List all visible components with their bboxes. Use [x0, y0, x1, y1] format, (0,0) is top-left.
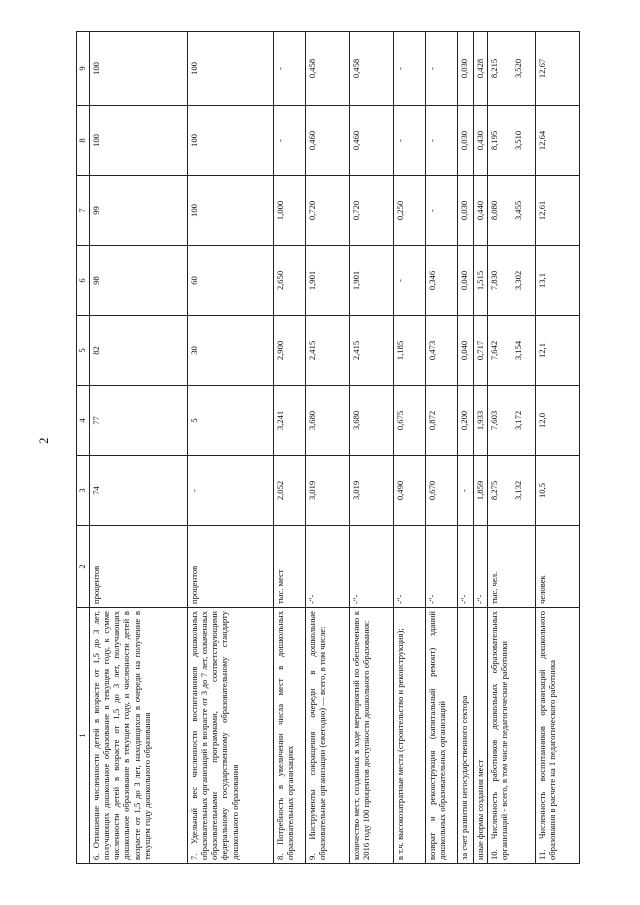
row-unit: -"-: [306, 526, 350, 608]
row-value: 3,019: [350, 456, 394, 526]
row-value: 0,720: [306, 176, 350, 246]
row-value: 3,241: [274, 386, 306, 456]
row-unit: процентов: [90, 526, 188, 608]
row-value: 12,1: [536, 316, 580, 386]
row-description: возврат и реконструкция (капитальный ремонт) зданий дошкольных образовательных организаций: [426, 608, 458, 864]
row-unit: человек: [536, 526, 580, 608]
row-description: за счет развития негосударственного сектора: [458, 608, 474, 864]
row-value: 2,900: [274, 316, 306, 386]
row-value: 1,000: [274, 176, 306, 246]
row-value: 0,720: [350, 176, 394, 246]
table-row: [394, 32, 426, 864]
row-value: 10,5: [536, 456, 580, 526]
row-value: 7,642: [489, 340, 499, 361]
row-value: 100: [90, 32, 188, 106]
row-value: 82: [90, 316, 188, 386]
row-unit: тыс. чел.: [488, 526, 536, 608]
row-value-secondary: 3,455: [513, 200, 524, 221]
header-cell: 5: [77, 316, 90, 386]
row-value: 0,460: [350, 106, 394, 176]
row-value: 2,415: [350, 316, 394, 386]
table-row: [536, 32, 580, 864]
row-value: 0,717: [474, 316, 488, 386]
row-value: -: [394, 106, 426, 176]
row-value: -: [426, 106, 458, 176]
row-description: 10. Численность работников дошкольных образовательных организаций - всего, в том числе педагогические работники: [488, 608, 536, 864]
row-value: 8,080: [489, 200, 499, 221]
row-value-pair: [488, 106, 536, 176]
header-cell: 9: [77, 32, 90, 106]
table-row: [188, 32, 274, 864]
row-value: -: [394, 32, 426, 106]
row-value: -: [426, 32, 458, 106]
row-value-secondary: 3,132: [513, 480, 524, 501]
row-value: 1,901: [350, 246, 394, 316]
row-value: 0,040: [458, 246, 474, 316]
row-value-pair: [488, 456, 536, 526]
row-value: 5: [188, 386, 274, 456]
row-unit: -"-: [350, 526, 394, 608]
row-unit: тыс. мест: [274, 526, 306, 608]
row-value: 0,460: [306, 106, 350, 176]
row-value: 0,250: [394, 176, 426, 246]
table-row: [488, 32, 536, 864]
row-value: -: [458, 456, 474, 526]
header-cell: 6: [77, 246, 90, 316]
row-value: -: [188, 456, 274, 526]
row-value: 7,830: [489, 270, 499, 291]
row-value: 0,675: [394, 386, 426, 456]
header-cell: 3: [77, 456, 90, 526]
row-value: 2,052: [274, 456, 306, 526]
row-value: 8,195: [489, 130, 499, 151]
row-value: 100: [90, 106, 188, 176]
row-value: 8,215: [489, 58, 499, 79]
row-value: -: [394, 246, 426, 316]
row-description: количество мест, созданных в ходе мероприятий по обеспечению к 2016 году 100 процентов доступности дошкольного образования:: [350, 608, 394, 864]
row-value: 12,67: [536, 32, 580, 106]
row-value: 1,901: [306, 246, 350, 316]
header-cell: 2: [77, 526, 90, 608]
table-row: [350, 32, 394, 864]
row-unit: -"-: [426, 526, 458, 608]
row-value: 0,458: [306, 32, 350, 106]
row-value: 0,473: [426, 316, 458, 386]
row-description: 11. Численность воспитанников организаций дошкольного образования в расчете на 1 педагогического работника: [536, 608, 580, 864]
row-value: 100: [188, 32, 274, 106]
row-value-pair: [488, 246, 536, 316]
row-value-secondary: 3,510: [513, 130, 524, 151]
row-value: 12,64: [536, 106, 580, 176]
row-value: 12,61: [536, 176, 580, 246]
row-value: 3,019: [306, 456, 350, 526]
table-row: [426, 32, 458, 864]
row-description: 8. Потребность в увеличении числа мест в дошкольных образовательных организациях: [274, 608, 306, 864]
row-value: 13,1: [536, 246, 580, 316]
row-value: 0,030: [458, 32, 474, 106]
row-value: 2,650: [274, 246, 306, 316]
row-value: 0,040: [458, 316, 474, 386]
indicators-table: [76, 31, 580, 864]
header-cell: 8: [77, 106, 90, 176]
row-description: 9. Инструменты сокращения очереди в дошкольные образовательные организации (ежегодно) — всего, в том числе:: [306, 608, 350, 864]
row-description: иные формы создания мест: [474, 608, 488, 864]
row-value: 1,515: [474, 246, 488, 316]
row-value: 0,872: [426, 386, 458, 456]
row-value: 77: [90, 386, 188, 456]
row-value-pair: [488, 386, 536, 456]
row-value: 74: [90, 456, 188, 526]
row-value: 7,603: [489, 410, 499, 431]
table-row: [306, 32, 350, 864]
header-cell: 1: [77, 608, 90, 864]
table-row: [474, 32, 488, 864]
row-value: 0,490: [394, 456, 426, 526]
row-value: 99: [90, 176, 188, 246]
page-number: 2: [36, 437, 51, 444]
row-value: 0,458: [350, 32, 394, 106]
row-value-secondary: 3,520: [513, 58, 524, 79]
row-value: 1,859: [474, 456, 488, 526]
table-row: [90, 32, 188, 864]
row-unit: -"-: [474, 526, 488, 608]
table-row: [458, 32, 474, 864]
row-value: 100: [188, 106, 274, 176]
row-value: 0,670: [426, 456, 458, 526]
row-value: 100: [188, 176, 274, 246]
row-value-secondary: 3,172: [513, 410, 524, 431]
row-unit: -"-: [458, 526, 474, 608]
row-value: 1,185: [394, 316, 426, 386]
row-description: 7. Удельный вес численности воспитанников дошкольных образовательных организаций в возрасте от 3 до 7 лет, охваченных образовательными программами, соответствующими федеральному государственному образовательному стандарту дошкольного образования: [188, 608, 274, 864]
table-row: [274, 32, 306, 864]
row-value: 0,030: [458, 176, 474, 246]
row-value: 0,428: [474, 32, 488, 106]
row-value: -: [274, 106, 306, 176]
row-value-secondary: 3,154: [513, 340, 524, 361]
row-value: -: [426, 176, 458, 246]
row-value: 0,030: [458, 106, 474, 176]
row-value: 98: [90, 246, 188, 316]
row-value: 60: [188, 246, 274, 316]
row-unit: процентов: [188, 526, 274, 608]
header-row: [77, 32, 90, 864]
row-value-pair: [488, 316, 536, 386]
row-value: 12,0: [536, 386, 580, 456]
row-unit: -"-: [394, 526, 426, 608]
row-value: 0,430: [474, 106, 488, 176]
header-cell: 7: [77, 176, 90, 246]
header-cell: 4: [77, 386, 90, 456]
rotated-table-wrapper: [76, 32, 556, 864]
row-value: 2,415: [306, 316, 350, 386]
row-value: 8,275: [489, 480, 499, 501]
row-description: 6. Отношение численности детей в возрасте от 1,5 до 3 лет, получающих дошкольное образование в текущем году, к сумме численности детей в возрасте от 1,5 до 3 лет, получающих дошкольное образование в текущем году, и численности детей в возрасте от 1,5 до 3 лет, находящихся в очереди на получение в текущем году дошкольного образования: [90, 608, 188, 864]
row-value: 3,680: [306, 386, 350, 456]
row-value-pair: [488, 176, 536, 246]
row-description: в т.ч. высокозатратные места (строительство и реконструкция);: [394, 608, 426, 864]
row-value: 0,440: [474, 176, 488, 246]
row-value: 1,933: [474, 386, 488, 456]
row-value: -: [274, 32, 306, 106]
row-value: 3,680: [350, 386, 394, 456]
row-value: 30: [188, 316, 274, 386]
row-value-secondary: 3,302: [513, 270, 524, 291]
row-value: 0,346: [426, 246, 458, 316]
row-value: 0,200: [458, 386, 474, 456]
row-value-pair: [488, 32, 536, 106]
